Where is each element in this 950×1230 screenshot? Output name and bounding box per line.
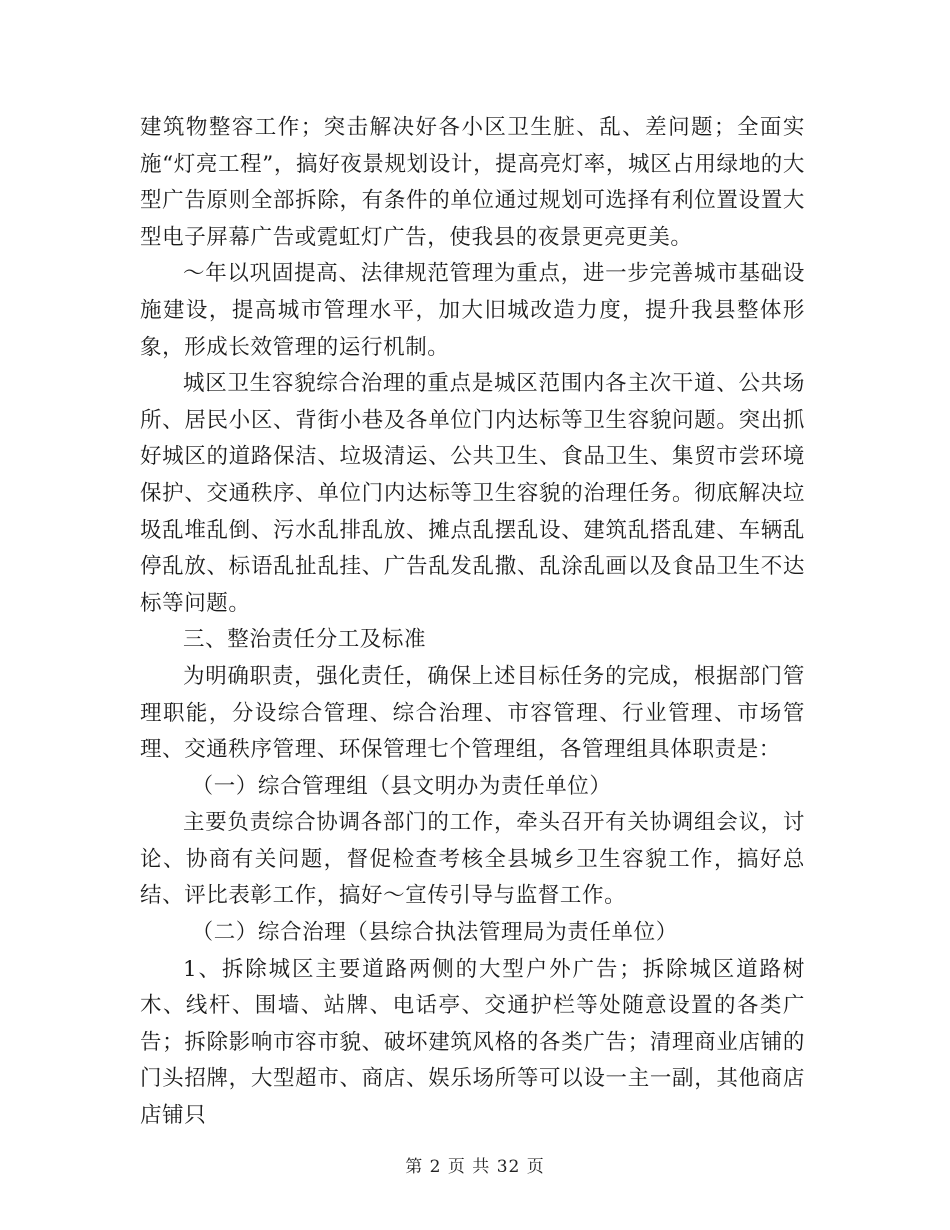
subsection-heading-comprehensive-governance: （二）综合治理（县综合执法管理局为责任单位） [191, 920, 678, 946]
subsection-heading-general-management: （一）综合管理组（县文明办为责任单位） [191, 773, 612, 799]
paragraph-sanitation-focus: 城区卫生容貌综合治理的重点是城区范围内各主次干道、公共场所、居民小区、背街小巷及各单位门内达标等卫生容貌问题。突出抓好城区的道路保洁、垃圾清运、公共卫生、食品卫生、集贸市尝环境保护、交通秩序、单位门内达标等卫生容貌的治理任务。彻底解决垃圾乱堆乱倒、污水乱排乱放、摊点乱摆乱设、建筑乱搭乱建、车辆乱停乱放、标语乱扯乱挂、广告乱发乱撒、乱涂乱画以及食品卫生不达标等问题。 [140, 371, 805, 616]
paragraph-general-management-duties: 主要负责综合协调各部门的工作，牵头召开有关协调组会议，讨论、协商有关问题，督促检查考核全县城乡卫生容貌工作，搞好总结、评比表彰工作，搞好～宣传引导与监督工作。 [140, 810, 805, 909]
paragraph-continuation: 建筑物整容工作；突击解决好各小区卫生脏、乱、差问题；全面实施“灯亮工程”，搞好夜景规划设计，提高亮灯率，城区占用绿地的大型广告原则全部拆除，有条件的单位通过规划可选择有利位置设置大型电子屏幕广告或霓虹灯广告，使我县的夜景更亮更美。 [140, 115, 805, 250]
document-body [140, 110, 805, 1135]
paragraph-duties-intro: 为明确职责，强化责任，确保上述目标任务的完成，根据部门管理职能，分设综合管理、综合治理、市容管理、行业管理、市场管理、交通秩序管理、环保管理七个管理组，各管理组具体职责是： [140, 663, 805, 763]
section-heading-responsibility: 三、整治责任分工及标准 [183, 627, 427, 653]
paragraph-goal-year: ～年以巩固提高、法律规范管理为重点，进一步完善城市基础设施建设，提高城市管理水平，加大旧城改造力度，提升我县整体形象，形成长效管理的运行机制。 [140, 261, 805, 360]
paragraph-governance-item-1: 1、拆除城区主要道路两侧的大型户外广告；拆除城区道路树木、线杆、围墙、站牌、电话亭、交通护栏等处随意设置的各类广告；拆除影响市容市貌、破坏建筑风格的各类广告；清理商业店铺的门头招牌，大型超市、商店、娱乐场所等可以设一主一副，其他商店店铺只 [140, 956, 805, 1129]
page-number-footer: 第 2 页 共 32 页 [405, 1157, 545, 1177]
